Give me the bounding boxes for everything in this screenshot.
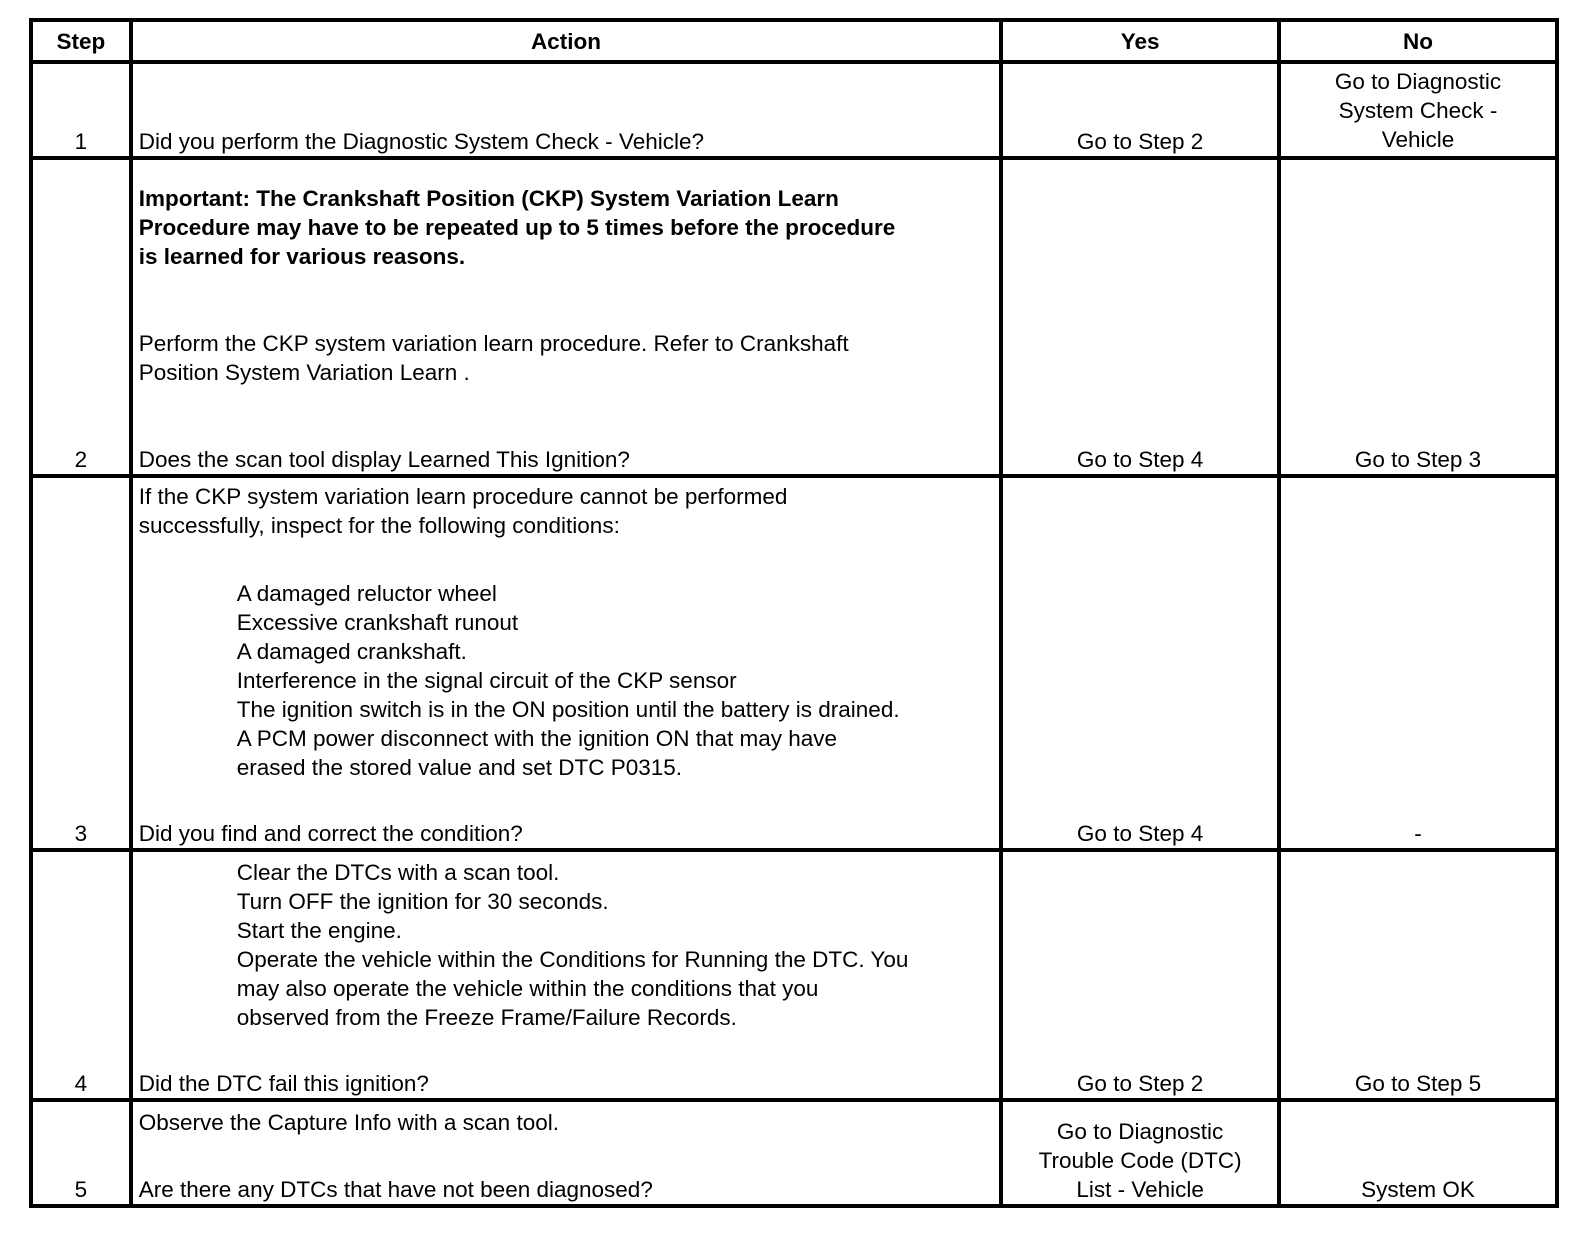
diagnostic-table — [29, 18, 1559, 1208]
action-cell — [131, 850, 1001, 1100]
yes-cell: Go to Step 4 — [1001, 476, 1279, 850]
important-text: is learned for various reasons. — [138, 244, 466, 269]
table-row — [31, 62, 1557, 158]
list-item: A damaged reluctor wheel — [236, 581, 497, 606]
list-item: erased the stored value and set DTC P0315. — [236, 755, 683, 780]
table-row — [31, 476, 1557, 850]
table-row — [31, 1100, 1557, 1206]
action-cell — [131, 476, 1001, 850]
list-item: A PCM power disconnect with the ignition ON that may have — [236, 726, 838, 751]
header-no: No — [1279, 20, 1557, 62]
no-text: System Check - — [1338, 97, 1498, 123]
list-item: observed from the Freeze Frame/Failure Records. — [236, 1005, 737, 1030]
step-number: 1 — [31, 62, 131, 158]
list-item: Excessive crankshaft runout — [236, 610, 519, 635]
question-text: Does the scan tool display Learned This Ignition? — [138, 447, 630, 472]
step-number: 3 — [31, 476, 131, 850]
action-cell — [131, 158, 1001, 476]
no-cell: Go to Step 3 — [1279, 158, 1557, 476]
yes-text: Trouble Code (DTC) — [1038, 1148, 1242, 1173]
no-text: Go to Diagnostic — [1334, 68, 1502, 94]
action-text: Perform the CKP system variation learn procedure. Refer to Crankshaft — [138, 331, 849, 356]
list-item: Turn OFF the ignition for 30 seconds. — [236, 889, 609, 914]
action-text: If the CKP system variation learn procedure cannot be performed — [138, 484, 788, 509]
list-item: Clear the DTCs with a scan tool. — [236, 860, 560, 885]
steps-list — [139, 858, 993, 1032]
yes-cell: Go to Step 4 — [1001, 158, 1279, 476]
action-cell — [131, 1100, 1001, 1206]
header-yes: Yes — [1001, 20, 1279, 62]
step-number: 5 — [31, 1100, 131, 1206]
action-text: Position System Variation Learn . — [138, 360, 470, 385]
question-text: Are there any DTCs that have not been diagnosed? — [138, 1177, 653, 1202]
list-item: Operate the vehicle within the Conditions for Running the DTC. You — [236, 947, 909, 972]
conditions-list — [139, 579, 993, 782]
step-number: 4 — [31, 850, 131, 1100]
list-item: Start the engine. — [236, 918, 402, 943]
table-row — [31, 850, 1557, 1100]
important-text: Procedure may have to be repeated up to 5 times before the procedure — [138, 215, 896, 240]
action-text: Observe the Capture Info with a scan tool. — [138, 1110, 559, 1135]
header-row — [31, 20, 1557, 62]
no-cell — [1279, 62, 1557, 158]
yes-text: Go to Diagnostic — [1056, 1119, 1224, 1144]
yes-text: List - Vehicle — [1076, 1177, 1204, 1202]
important-note — [139, 184, 993, 271]
question-text: Did you find and correct the condition? — [138, 821, 523, 846]
header-action: Action — [131, 20, 1001, 62]
table-row — [31, 158, 1557, 476]
list-item: The ignition switch is in the ON position until the battery is drained. — [236, 697, 900, 722]
no-cell: System OK — [1279, 1100, 1557, 1206]
no-text: Vehicle — [1381, 126, 1455, 152]
header-step: Step — [31, 20, 131, 62]
no-cell: Go to Step 5 — [1279, 850, 1557, 1100]
list-item: may also operate the vehicle within the conditions that you — [236, 976, 819, 1001]
important-text: Important: The Crankshaft Position (CKP) System Variation Learn — [138, 186, 839, 211]
no-cell: - — [1279, 476, 1557, 850]
action-text: successfully, inspect for the following conditions: — [138, 513, 620, 538]
yes-cell — [1001, 1100, 1279, 1206]
action-cell — [131, 62, 1001, 158]
question-text: Did the DTC fail this ignition? — [138, 1071, 429, 1096]
step-number: 2 — [31, 158, 131, 476]
yes-cell: Go to Step 2 — [1001, 62, 1279, 158]
yes-cell: Go to Step 2 — [1001, 850, 1279, 1100]
action-text: Did you perform the Diagnostic System Check - Vehicle? — [138, 129, 704, 154]
list-item: A damaged crankshaft. — [236, 639, 467, 664]
list-item: Interference in the signal circuit of the CKP sensor — [236, 668, 737, 693]
